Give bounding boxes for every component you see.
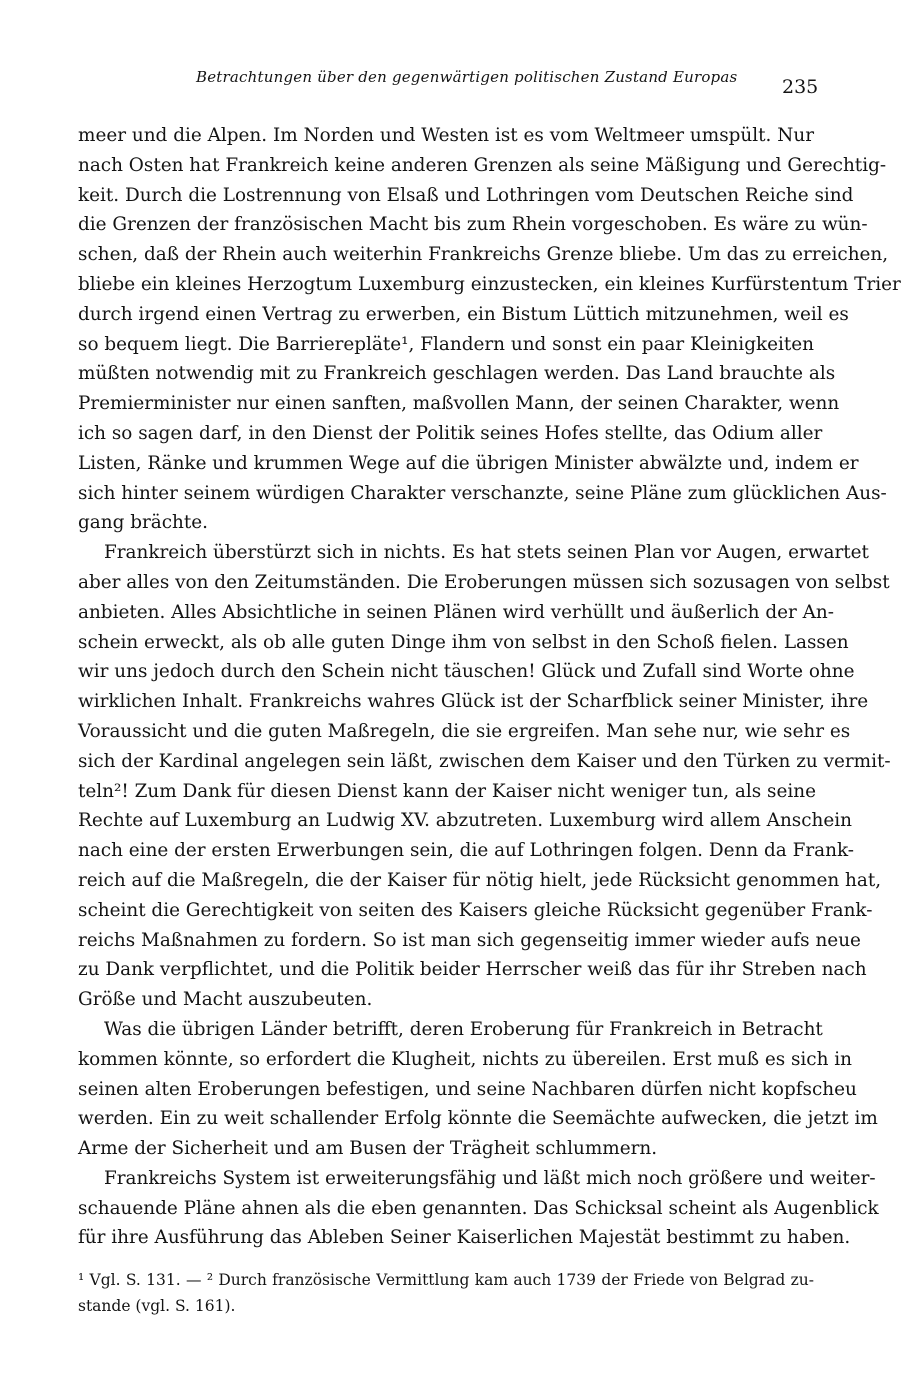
text-line: keit. Durch die Lostrennung von Elsaß und Lothringen vom Deutschen Reiche sind [78, 184, 854, 206]
text-line: aber alles von den Zeitumständen. Die Eroberungen müssen sich sozusagen von selbst [78, 571, 890, 593]
footnote-line: stande (vgl. S. 161). [78, 1296, 236, 1315]
text-line: Voraussicht und die guten Maßregeln, die sie ergreifen. Man sehe nur, wie sehr es [78, 720, 851, 742]
text-line: durch irgend einen Vertrag zu erwerben, ein Bistum Lüttich mitzunehmen, weil es [78, 303, 849, 325]
footnote-line: ¹ Vgl. S. 131. — ² Durch französische Vermittlung kam auch 1739 der Friede von Belgrad zu- [78, 1271, 814, 1289]
text-line: anbieten. Alles Absichtliche in seinen Plänen wird verhüllt und äußerlich der An- [78, 601, 834, 623]
paragraph [78, 1015, 878, 1164]
text-line: teln²! Zum Dank für diesen Dienst kann der Kaiser nicht weniger tun, als seine [78, 780, 816, 802]
text-line: reich auf die Maßregeln, die der Kaiser für nötig hielt, jede Rücksicht genommen hat, [78, 869, 882, 891]
footnotes [78, 1268, 814, 1319]
text-line: Arme der Sicherheit und am Busen der Trägheit schlummern. [78, 1138, 658, 1160]
text-line: Listen, Ränke und krummen Wege auf die übrigen Minister abwälzte und, indem er [78, 452, 859, 474]
text-line: Frankreich überstürzt sich in nichts. Es hat stets seinen Plan vor Augen, erwartet [104, 542, 869, 564]
paragraph [78, 538, 891, 1015]
text-line: müßten notwendig mit zu Frankreich geschlagen werden. Das Land brauchte als [78, 363, 836, 385]
text-line: sich der Kardinal angelegen sein läßt, zwischen dem Kaiser und den Türken zu vermit- [78, 750, 891, 772]
text-line: ich so sagen darf, in den Dienst der Politik seines Hofes stellte, das Odium aller [78, 422, 823, 444]
text-line: für ihre Ausführung das Ableben Seiner Kaiserlichen Majestät bestimmt zu haben. [78, 1227, 851, 1249]
text-line: gang brächte. [78, 512, 208, 534]
paragraph [78, 1164, 879, 1253]
text-line: die Grenzen der französischen Macht bis zum Rhein vorgeschoben. Es wäre zu wün- [78, 214, 868, 236]
text-line: kommen könnte, so erfordert die Klugheit, nichts zu übereilen. Erst muß es sich in [78, 1048, 853, 1070]
text-line: Was die übrigen Länder betrifft, deren Eroberung für Frankreich in Betracht [104, 1018, 823, 1040]
text-line: wirklichen Inhalt. Frankreichs wahres Glück ist der Scharfblick seiner Minister, ihre [78, 691, 869, 713]
text-line: Rechte auf Luxemburg an Ludwig XV. abzutreten. Luxemburg wird allem Anschein [78, 810, 852, 832]
text-line: sich hinter seinem würdigen Charakter verschanzte, seine Pläne zum glücklichen Aus- [78, 482, 887, 504]
text-line: scheint die Gerechtigkeit von seiten des Kaisers gleiche Rücksicht gegenüber Frank- [78, 899, 873, 921]
text-line: zu Dank verpflichtet, und die Politik beider Herrscher weiß das für ihr Streben nach [78, 959, 867, 981]
body-text [78, 121, 901, 1253]
text-line: reichs Maßnahmen zu fordern. So ist man sich gegenseitig immer wieder aufs neue [78, 929, 861, 951]
text-line: Frankreichs System ist erweiterungsfähig und läßt mich noch größere und weiter- [104, 1167, 876, 1189]
text-line: schen, daß der Rhein auch weiterhin Frankreichs Grenze bliebe. Um das zu erreichen, [78, 244, 889, 266]
text-line: seinen alten Eroberungen befestigen, und seine Nachbaren dürfen nicht kopfscheu [78, 1078, 857, 1100]
text-line: nach Osten hat Frankreich keine anderen Grenzen als seine Mäßigung und Gerechtig- [78, 154, 887, 176]
page-number: 235 [782, 76, 819, 98]
text-line: so bequem liegt. Die Barrierepläte¹, Flandern und sonst ein paar Kleinigkeiten [78, 333, 814, 355]
text-line: bliebe ein kleines Herzogtum Luxemburg einzustecken, ein kleines Kurfürstentum Trier [78, 273, 901, 295]
text-line: nach eine der ersten Erwerbungen sein, die auf Lothringen folgen. Denn da Frank- [78, 840, 855, 862]
text-line: schein erweckt, als ob alle guten Dinge ihm von selbst in den Schoß fielen. Lassen [78, 631, 849, 653]
text-line: Premierminister nur einen sanften, maßvollen Mann, der seinen Charakter, wenn [78, 393, 840, 415]
text-line: schauende Pläne ahnen als die eben genannten. Das Schicksal scheint als Augenblick [78, 1197, 879, 1219]
text-line: Größe und Macht auszubeuten. [78, 989, 373, 1011]
text-line: werden. Ein zu weit schallender Erfolg könnte die Seemächte aufwecken, die jetzt im [78, 1108, 878, 1130]
running-title: Betrachtungen über den gegenwärtigen politischen Zustand Europas [196, 68, 738, 86]
paragraph [78, 121, 901, 538]
text-line: meer und die Alpen. Im Norden und Westen ist es vom Weltmeer umspült. Nur [78, 125, 814, 146]
text-line: wir uns jedoch durch den Schein nicht täuschen! Glück und Zufall sind Worte ohne [78, 661, 855, 683]
